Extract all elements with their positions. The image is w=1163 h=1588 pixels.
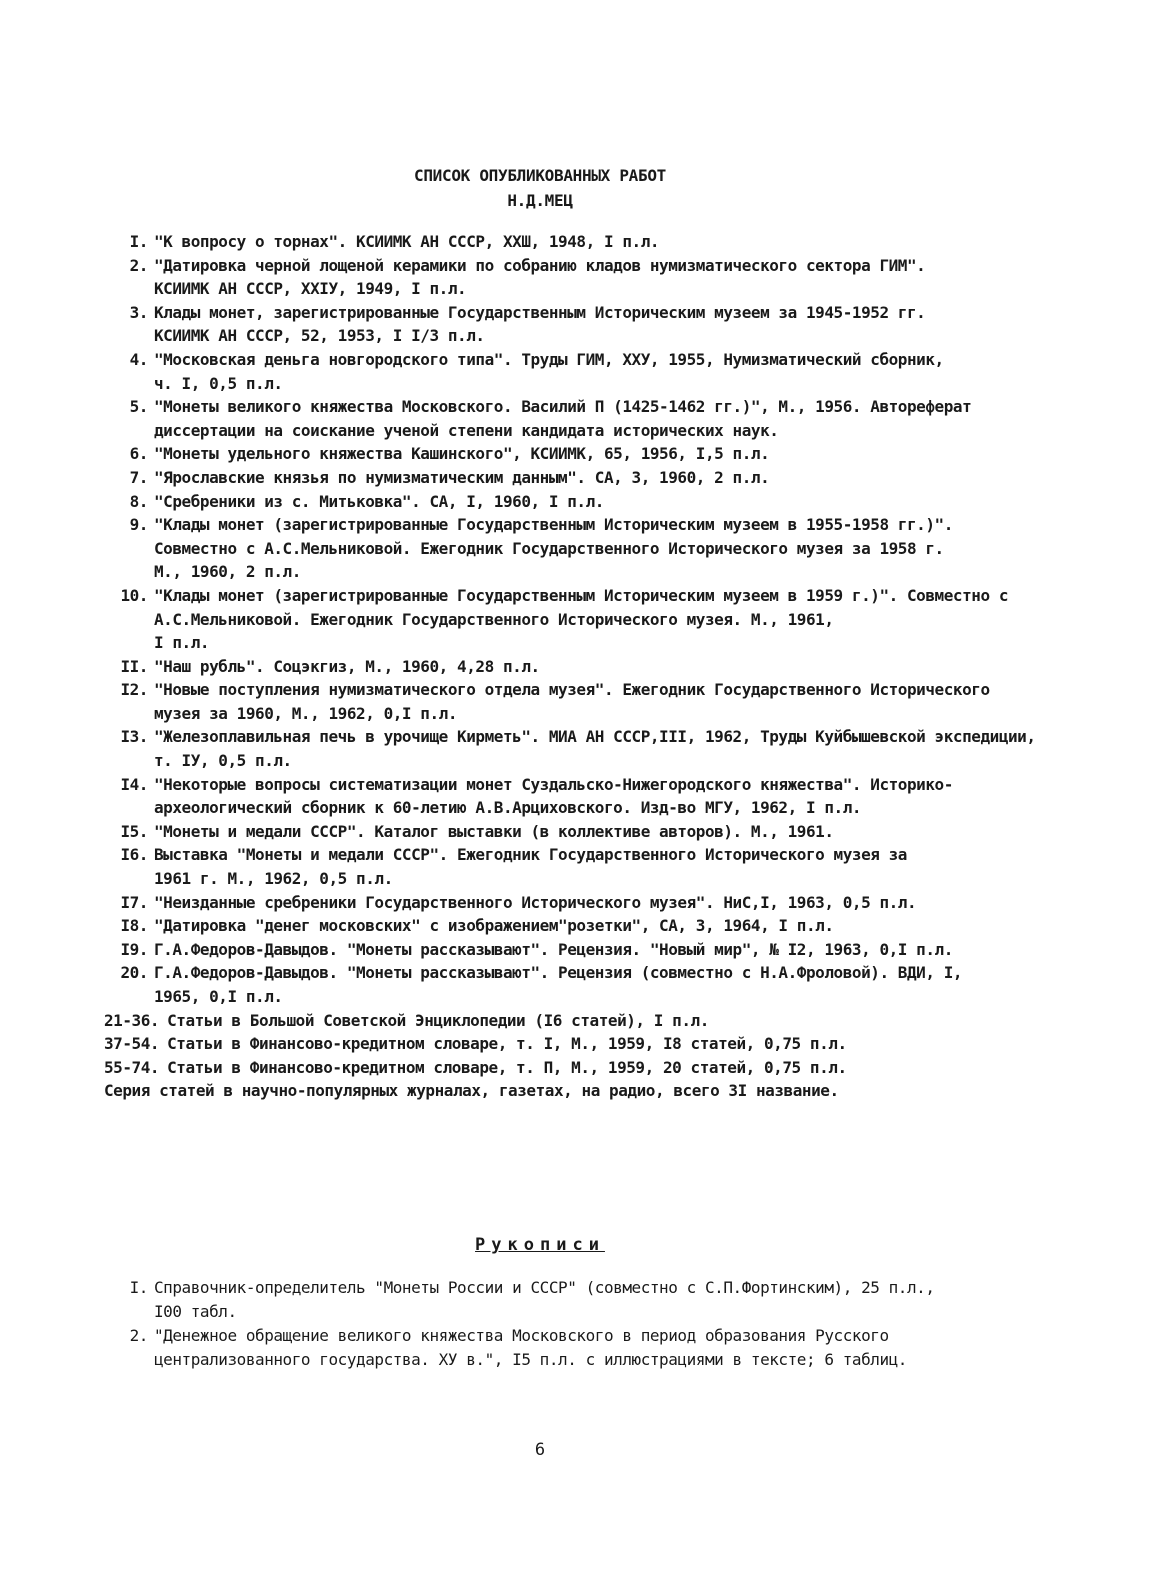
item-number: 3.: [129, 302, 148, 322]
list-item: [104, 938, 1044, 962]
item-number: I3.: [120, 727, 148, 747]
list-item: [104, 961, 1044, 1008]
item-number: I.: [129, 1278, 148, 1297]
list-item: [104, 1276, 1044, 1324]
list-item: [104, 395, 1044, 442]
item-text: Г.А.Федоров-Давыдов. "Монеты рассказывают". Рецензия. "Новый мир", № I2, 1963, 0,I п.л.: [154, 939, 953, 959]
item-text: "Неизданные сребреники Государственного Исторического музея". НиС,I, 1963, 0,5 п.л.: [154, 892, 917, 912]
item-number: 4.: [129, 349, 148, 369]
list-item: [104, 442, 1044, 466]
item-text: Статьи в Финансово-кредитном словаре, т. I, М., 1959, I8 статей, 0,75 п.л.: [167, 1034, 847, 1054]
item-number: 2.: [129, 1326, 148, 1345]
item-number: I6.: [120, 845, 148, 865]
item-number: I.: [129, 232, 148, 251]
item-number: 7.: [129, 467, 148, 487]
item-text: Справочник-определитель "Монеты России и СССР" (совместно с С.П.Фортинским), 25 п.л., I00 табл.: [154, 1278, 935, 1321]
item-number: 20.: [120, 963, 148, 983]
list-item: [104, 1032, 1044, 1056]
list-item: [104, 1056, 1044, 1080]
list-item: [104, 725, 1044, 772]
item-text: "Наш рубль". Соцэкгиз, М., 1960, 4,28 п.л.: [154, 656, 540, 676]
list-item: [104, 1079, 1044, 1103]
item-text: Клады монет, зарегистрированные Государственным Историческим музеем за 1945-1952 гг. КСИИМК АН СССР, 52, 1953, I I/3 п.л.: [154, 302, 926, 346]
item-number: I2.: [120, 680, 148, 700]
item-text: "К вопросу о торнах". КСИИМК АН СССР, XXШ, 1948, I п.л.: [154, 232, 660, 251]
list-item: [104, 490, 1044, 514]
item-text: Статьи в Финансово-кредитном словаре, т. П, М., 1959, 20 статей, 0,75 п.л.: [167, 1057, 847, 1077]
item-number: I5.: [120, 821, 148, 841]
item-text: "Датировка черной лощеной керамики по собранию кладов нумизматического сектора ГИМ". КСИИМК АН СССР, XXIУ, 1949, I п.л.: [154, 255, 926, 299]
list-item: [104, 891, 1044, 915]
list-item: [104, 655, 1044, 679]
page-number: 6: [534, 1440, 546, 1460]
list-item: [104, 230, 1044, 254]
list-item: [104, 1009, 1044, 1033]
item-number: 5.: [129, 397, 148, 417]
item-text: Серия статей в научно-популярных журналах, газетах, на радио, всего 3I название.: [104, 1081, 839, 1101]
item-number: 21-36.: [104, 1010, 160, 1030]
list-item: [104, 678, 1044, 725]
item-number: 8.: [129, 491, 148, 511]
list-item: [104, 773, 1044, 820]
item-number: 55-74.: [104, 1057, 160, 1077]
item-text: "Монеты великого княжества Московского. Василий П (1425-1462 гг.)", М., 1956. Автореферат диссертации на соискание ученой степени кандидата исторических наук.: [154, 397, 972, 440]
publications-list: [104, 230, 1044, 1103]
item-text: "Монеты и медали СССР". Каталог выставки (в коллективе авторов). М., 1961.: [154, 821, 834, 841]
item-number: I7.: [120, 892, 148, 912]
item-number: 6.: [129, 444, 148, 464]
item-number: I9.: [120, 939, 148, 959]
item-number: II.: [120, 656, 148, 676]
list-item: [104, 584, 1044, 655]
item-number: 10.: [120, 585, 148, 605]
item-number: 9.: [129, 515, 148, 535]
item-text: Статьи в Большой Советской Энциклопедии (I6 статей), I п.л.: [167, 1010, 709, 1030]
item-number: 37-54.: [104, 1034, 160, 1054]
list-item: [104, 843, 1044, 890]
item-text: "Сребреники из с. Митьковка". СА, I, 1960, I п.л.: [154, 491, 604, 511]
item-number: 2.: [129, 255, 148, 275]
item-text: "Датировка "денег московских" с изображением"розетки", СА, 3, 1964, I п.л.: [154, 916, 834, 936]
manuscripts-list: [104, 1276, 1044, 1372]
item-text: Выставка "Монеты и медали СССР". Ежегодник Государственного Исторического музея за 1961 г. М., 1962, 0,5 п.л.: [154, 845, 907, 889]
item-text: "Новые поступления нумизматического отдела музея". Ежегодник Государственного Исторического музея за 1960, М., 1962, 0,I п.л.: [154, 680, 990, 723]
item-text: "Московская деньга новгородского типа". Труды ГИМ, XXУ, 1955, Нумизматический сборник, ч. I, 0,5 п.л.: [154, 349, 944, 393]
item-text: "Клады монет (зарегистрированные Государственным Историческим музеем в 1955-1958 гг.)". Совместно с А.С.Мельниковой. Ежегодник Государственного Исторического музея за 1958 г. М., 1960, 2 п.л.: [154, 515, 953, 582]
list-item: [104, 1324, 1044, 1372]
item-text: "Клады монет (зарегистрированные Государственным Историческим музеем в 1959 г.)". Совместно с А.С.Мельниковой. Ежегодник Государственного Исторического музея. М., 1961, I п.л.: [154, 585, 1009, 653]
list-item: [104, 820, 1044, 844]
item-text: "Железоплавильная печь в урочище Кирметь". МИА АН СССР,III, 1962, Труды Куйбышевской экспедиции, т. IУ, 0,5 п.л.: [154, 727, 1036, 771]
author-name: Н.Д.МЕЦ: [507, 191, 573, 210]
item-text: "Некоторые вопросы систематизации монет Суздальско-Нижегородского княжества". Историко-археологический сборник к 60-летию А.В.Арциховского. Изд-во МГУ, 1962, I п.л.: [154, 774, 953, 818]
item-text: "Денежное обращение великого княжества Московского в период образования Русского централизованного государства. XУ в.", I5 п.л. с иллюстрациями в тексте; 6 таблиц.: [154, 1326, 907, 1369]
document-title: СПИСОК ОПУБЛИКОВАННЫХ РАБОТ: [414, 166, 666, 185]
list-item: [104, 914, 1044, 938]
list-item: [104, 254, 1044, 301]
item-number: I4.: [120, 774, 148, 794]
item-text: "Монеты удельного княжества Кашинского", КСИИМК, 65, 1956, I,5 п.л.: [154, 444, 770, 464]
manuscripts-heading: Рукописи: [475, 1235, 605, 1255]
list-item: [104, 301, 1044, 348]
list-item: [104, 466, 1044, 490]
item-number: I8.: [120, 916, 148, 936]
list-item: [104, 348, 1044, 395]
list-item: [104, 513, 1044, 584]
item-text: "Ярославские князья по нумизматическим данным". СА, 3, 1960, 2 п.л.: [154, 467, 770, 487]
item-text: Г.А.Федоров-Давыдов. "Монеты рассказывают". Рецензия (совместно с Н.А.Фроловой). ВДИ, I, 1965, 0,I п.л.: [154, 963, 963, 1006]
